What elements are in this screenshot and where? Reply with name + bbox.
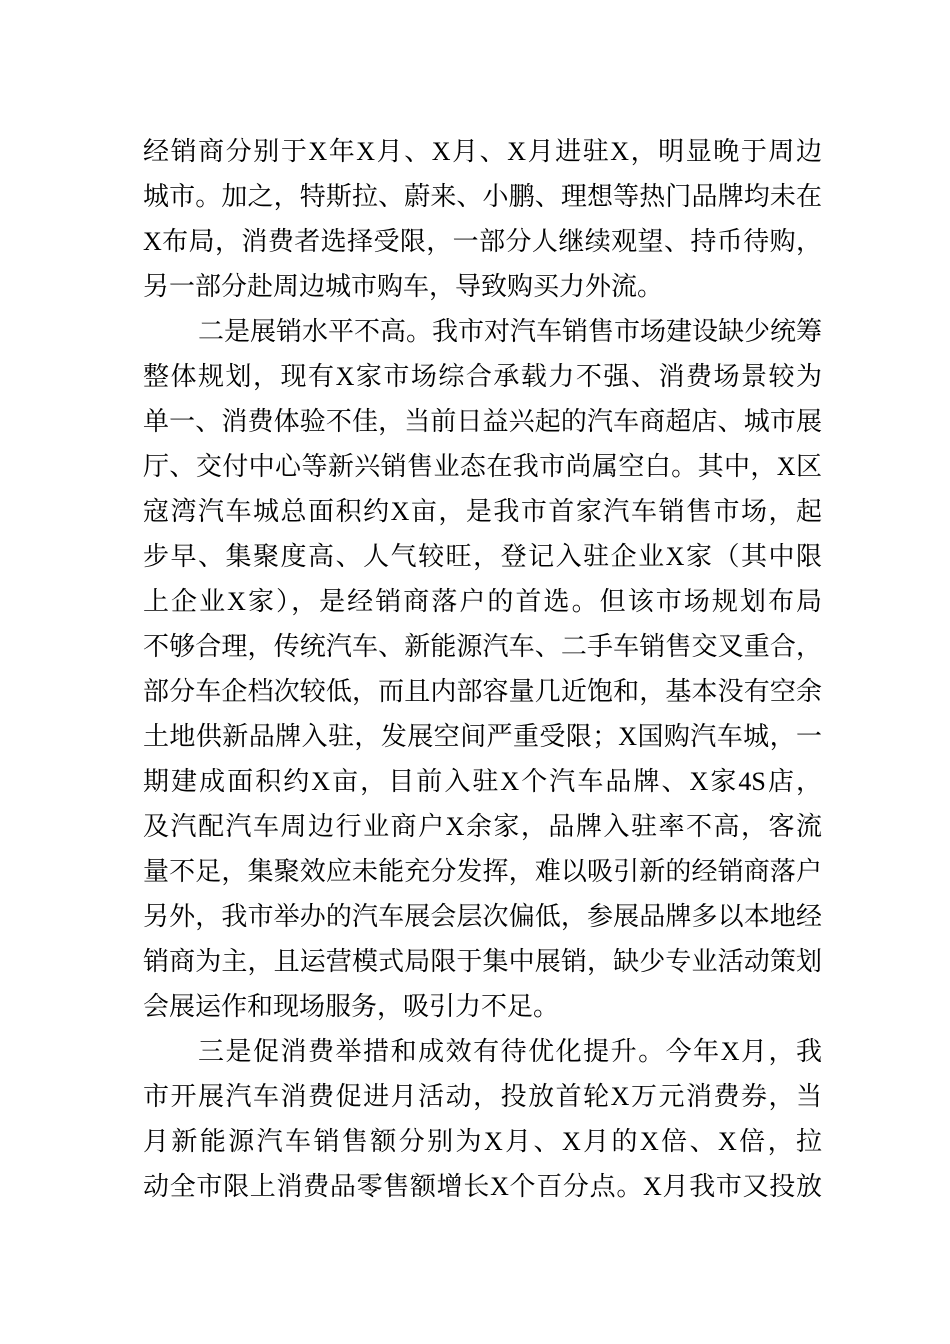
text-line: 月新能源汽车销售额分别为X月、X月的X倍、X倍，拉	[143, 1127, 822, 1156]
text-line: 土地供新品牌入驻，发展空间严重受限；X国购汽车城，一	[143, 722, 822, 751]
text-line: 整体规划，现有X家市场综合承载力不强、消费场景较为	[143, 362, 822, 391]
text-line: 会展运作和现场服务，吸引力不足。	[143, 992, 560, 1021]
paragraph-2	[143, 309, 822, 1029]
text-line: 步早、集聚度高、人气较旺，登记入驻企业X家（其中限	[143, 542, 822, 571]
text-line: 量不足，集聚效应未能充分发挥，难以吸引新的经销商落户	[143, 857, 822, 886]
text-line: 动全市限上消费品零售额增长X个百分点。X月我市又投放	[143, 1172, 822, 1201]
text-line: 期建成面积约X亩，目前入驻X个汽车品牌、X家4S店，	[143, 767, 822, 796]
text-line: 经销商分别于X年X月、X月、X月进驻X，明显晚于周边	[143, 137, 822, 166]
paragraph-1	[143, 129, 822, 309]
text-line: 上企业X家），是经销商落户的首选。但该市场规划布局	[143, 587, 822, 616]
text-line: 寇湾汽车城总面积约X亩，是我市首家汽车销售市场，起	[143, 497, 822, 526]
text-line: 单一、消费体验不佳，当前日益兴起的汽车商超店、城市展	[143, 407, 822, 436]
document-body	[143, 129, 822, 1209]
text-line: 另外，我市举办的汽车展会层次偏低，参展品牌多以本地经	[143, 902, 822, 931]
text-line: 城市。加之，特斯拉、蔚来、小鹏、理想等热门品牌均未在	[143, 182, 822, 211]
text-line: 厅、交付中心等新兴销售业态在我市尚属空白。其中，X区	[143, 452, 822, 481]
text-line: 部分车企档次较低，而且内部容量几近饱和，基本没有空余	[143, 677, 822, 706]
text-line: 市开展汽车消费促进月活动，投放首轮X万元消费券，当	[143, 1082, 822, 1111]
text-line: 三是促消费举措和成效有待优化提升。今年X月，我	[198, 1037, 822, 1066]
paragraph-3	[143, 1029, 822, 1209]
text-line: 另一部分赴周边城市购车，导致购买力外流。	[143, 272, 664, 301]
text-line: 销商为主，且运营模式局限于集中展销，缺少专业活动策划	[143, 947, 822, 976]
text-line: 不够合理，传统汽车、新能源汽车、二手车销售交叉重合，	[143, 632, 822, 661]
text-line: 及汽配汽车周边行业商户X余家，品牌入驻率不高，客流	[143, 812, 822, 841]
text-line: X布局，消费者选择受限，一部分人继续观望、持币待购，	[143, 227, 822, 256]
text-line: 二是展销水平不高。我市对汽车销售市场建设缺少统筹	[198, 317, 823, 346]
